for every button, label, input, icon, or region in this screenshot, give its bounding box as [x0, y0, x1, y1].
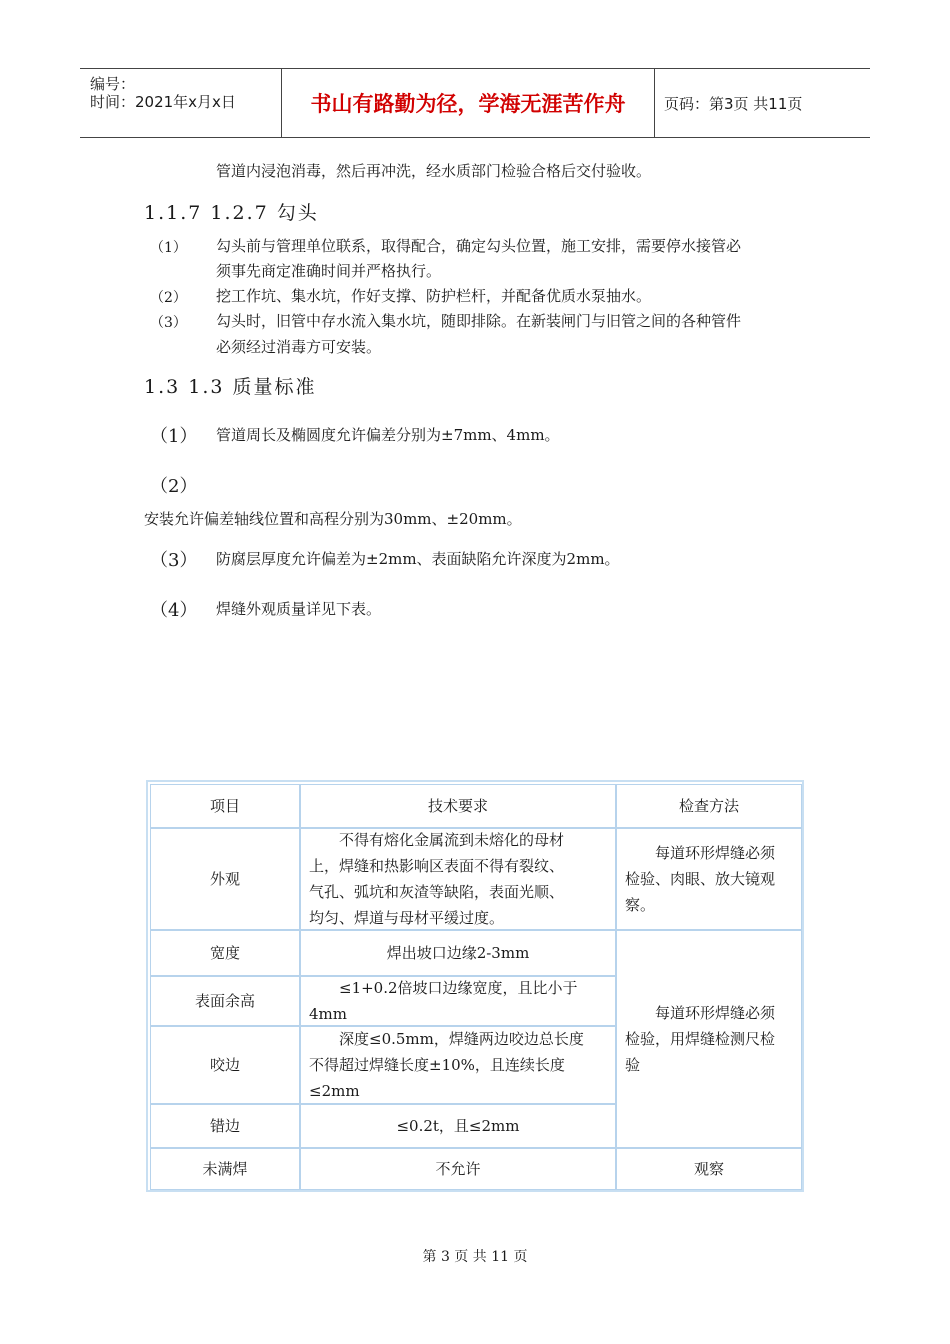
quality-item-number: （2）	[150, 476, 198, 497]
item-number: （3）	[150, 315, 187, 331]
table-cell-item: 表面余高	[150, 976, 300, 1026]
quality-item-number: （1）	[150, 426, 198, 447]
table-cell-item: 咬边	[150, 1026, 300, 1104]
item-number: （2）	[150, 290, 187, 306]
section-heading-127: 1.1.7 1.2.7 勾头	[144, 202, 319, 224]
table-cell-method: 每道环形焊缝必须 检验、肉眼、放大镜观 察。	[616, 828, 802, 930]
quality-item-text: 管道周长及椭圆度允许偏差分别为±7mm、4mm。	[216, 426, 560, 444]
table-cell-requirement: ≤1+0.2倍坡口边缘宽度，且比小于 4mm	[300, 976, 616, 1026]
table-cell-requirement: 不得有熔化金属流到未熔化的母材 上，焊缝和热影响区表面不得有裂纹、 气孔、弧坑和灰渣等缺陷，表面光顺、 均匀、焊道与母材平缓过度。	[300, 828, 616, 930]
page-footer: 第 3 页 共 11 页	[422, 1249, 528, 1265]
item-line: 必须经过消毒方可安装。	[216, 338, 382, 356]
header-meta	[80, 69, 280, 137]
time-label: 时间：2021年x月x日	[90, 93, 236, 111]
item-number: （1）	[150, 240, 187, 256]
header-page-info: 页码：第3页 共11页	[664, 94, 803, 113]
table-cell-requirement: 焊出坡口边缘2-3mm	[300, 930, 616, 976]
quality-item-text: 焊缝外观质量详见下表。	[216, 600, 382, 618]
table-cell-method: 观察	[616, 1148, 802, 1190]
quality-item-text: 防腐层厚度允许偏差为±2mm、表面缺陷允许深度为2mm。	[216, 550, 620, 568]
table-header-cell: 项目	[150, 784, 300, 828]
table-header-cell: 技术要求	[300, 784, 616, 828]
table-cell-requirement: 不允许	[300, 1148, 616, 1190]
item-line: 勾头前与管理单位联系，取得配合，确定勾头位置，施工安排，需要停水接管必	[216, 237, 742, 255]
paragraph-continuation: 管道内浸泡消毒，然后再冲洗，经水质部门检验合格后交付验收。	[216, 162, 652, 180]
table-cell-item: 宽度	[150, 930, 300, 976]
section-heading-13: 1.3 1.3 质量标准	[144, 376, 317, 398]
table-cell-requirement: ≤0.2t，且≤2mm	[300, 1104, 616, 1148]
table-cell-item: 未满焊	[150, 1148, 300, 1190]
item-line: 挖工作坑、集水坑，作好支撑、防护栏杆，并配备优质水泵抽水。	[216, 287, 652, 305]
number-label: 编号：	[90, 75, 136, 93]
quality-item-text: 安装允许偏差轴线位置和高程分别为30mm、±20mm。	[144, 510, 522, 528]
table-cell-item: 外观	[150, 828, 300, 930]
table-header-cell: 检查方法	[616, 784, 802, 828]
page-header	[80, 68, 870, 138]
table-cell-item: 错边	[150, 1104, 300, 1148]
table-cell-method-merged: 每道环形焊缝必须 检验，用焊缝检测尺检 验	[616, 930, 802, 1148]
quality-item-number: （4）	[150, 600, 198, 621]
quality-item-number: （3）	[150, 550, 198, 571]
weld-quality-table	[146, 780, 804, 1192]
item-line: 须事先商定准确时间并严格执行。	[216, 262, 442, 280]
table-cell-requirement: 深度≤0.5mm，焊缝两边咬边总长度 不得超过焊缝长度±10%，且连续长度 ≤2mm	[300, 1026, 616, 1104]
header-motto: 书山有路勤为径，学海无涯苦作舟	[281, 69, 655, 137]
item-line: 勾头时，旧管中存水流入集水坑，随即排除。在新装闸门与旧管之间的各种管件	[216, 312, 742, 330]
